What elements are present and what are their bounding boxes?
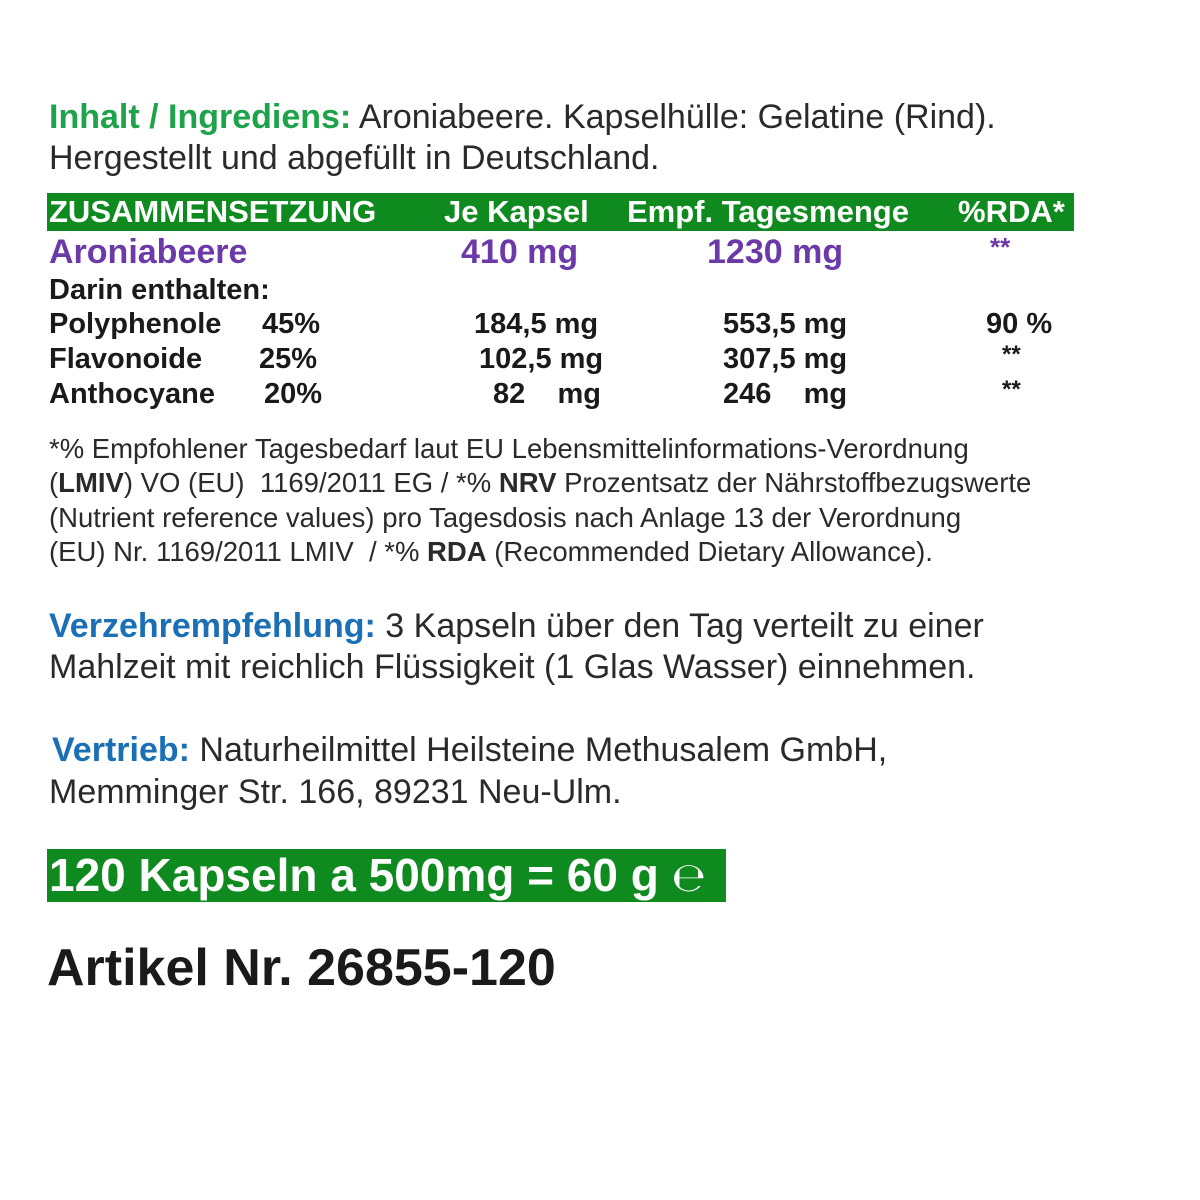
row-flavonoide-per-capsule: 102,5 mg bbox=[479, 343, 604, 375]
contained-heading: Darin enthalten: bbox=[49, 274, 270, 306]
row-polyphenole-daily: 553,5 mg bbox=[723, 308, 848, 340]
main-ingredient-rda: ** bbox=[990, 232, 1011, 262]
row-polyphenole-name: Polyphenole bbox=[49, 308, 222, 340]
article-number: Artikel Nr. 26855-120 bbox=[47, 939, 556, 997]
package-size-text: 120 Kapseln a 500mg = 60 g bbox=[49, 849, 672, 901]
footnote-text: ) VO (EU) 1169/2011 EG / *% bbox=[123, 467, 499, 498]
footnote-line-1: *% Empfohlener Tagesbedarf laut EU Lebensmittelinformations-Verordnung bbox=[49, 433, 969, 464]
footnote-text: Prozentsatz der Nährstoffbezugswerte bbox=[556, 467, 1032, 498]
footnote-text: (Recommended Dietary Allowance). bbox=[486, 536, 933, 567]
row-anthocyane-pct: 20% bbox=[264, 378, 323, 410]
dosage-line-1 bbox=[49, 606, 984, 647]
distribution-line-2: Memminger Str. 166, 89231 Neu-Ulm. bbox=[49, 773, 622, 811]
row-flavonoide-rda: ** bbox=[1002, 341, 1021, 368]
table-header-composition: ZUSAMMENSETZUNG bbox=[49, 194, 377, 229]
row-flavonoide-name: Flavonoide bbox=[49, 343, 203, 375]
estimated-sign-icon: ℮ bbox=[671, 855, 706, 901]
distribution-heading: Vertrieb: bbox=[52, 731, 190, 769]
ingredients-line-2: Hergestellt und abgefüllt in Deutschland. bbox=[49, 139, 660, 177]
row-anthocyane-rda: ** bbox=[1002, 376, 1021, 403]
table-header-daily-amount: Empf. Tagesmenge bbox=[627, 194, 909, 229]
footnote-lmiv: LMIV bbox=[58, 467, 124, 498]
row-flavonoide-pct: 25% bbox=[259, 343, 318, 375]
ingredients-text: Aroniabeere. Kapselhülle: Gelatine (Rind). bbox=[351, 98, 996, 136]
row-flavonoide-daily: 307,5 mg bbox=[723, 343, 848, 375]
footnote-nrv: NRV bbox=[498, 467, 557, 498]
main-ingredient-daily: 1230 mg bbox=[707, 233, 844, 271]
distribution-line-1 bbox=[52, 730, 887, 771]
dosage-text: 3 Kapseln über den Tag verteilt zu einer bbox=[375, 607, 984, 645]
row-polyphenole-per-capsule: 184,5 mg bbox=[474, 308, 599, 340]
ingredients-heading: Inhalt / Ingrediens: bbox=[49, 98, 352, 136]
dosage-heading: Verzehrempfehlung: bbox=[49, 607, 376, 645]
footnote-rda: RDA bbox=[427, 536, 487, 567]
footnote-line-3: (Nutrient reference values) pro Tagesdosis nach Anlage 13 der Verordnung bbox=[49, 502, 962, 533]
row-polyphenole-rda: 90 % bbox=[986, 308, 1053, 340]
footnote-line-2 bbox=[49, 466, 1031, 501]
row-anthocyane-daily: 246 mg bbox=[723, 378, 848, 410]
dosage-line-2: Mahlzeit mit reichlich Flüssigkeit (1 Glas Wasser) einnehmen. bbox=[49, 648, 976, 686]
main-ingredient-per-capsule: 410 mg bbox=[461, 233, 579, 271]
footnote-line-4 bbox=[49, 535, 933, 570]
footnote-text: (EU) Nr. 1169/2011 LMIV / *% bbox=[49, 536, 428, 567]
distribution-text: Naturheilmittel Heilsteine Methusalem GmbH, bbox=[189, 731, 888, 769]
ingredients-line-1 bbox=[49, 97, 996, 138]
row-anthocyane-per-capsule: 82 mg bbox=[493, 378, 601, 410]
table-header-per-capsule: Je Kapsel bbox=[444, 194, 589, 229]
main-ingredient-name: Aroniabeere bbox=[49, 233, 248, 271]
row-anthocyane-name: Anthocyane bbox=[49, 378, 215, 410]
footnote-text: ( bbox=[49, 467, 59, 498]
table-header-rda: %RDA* bbox=[958, 194, 1065, 229]
package-size bbox=[49, 849, 706, 902]
row-polyphenole-pct: 45% bbox=[262, 308, 321, 340]
